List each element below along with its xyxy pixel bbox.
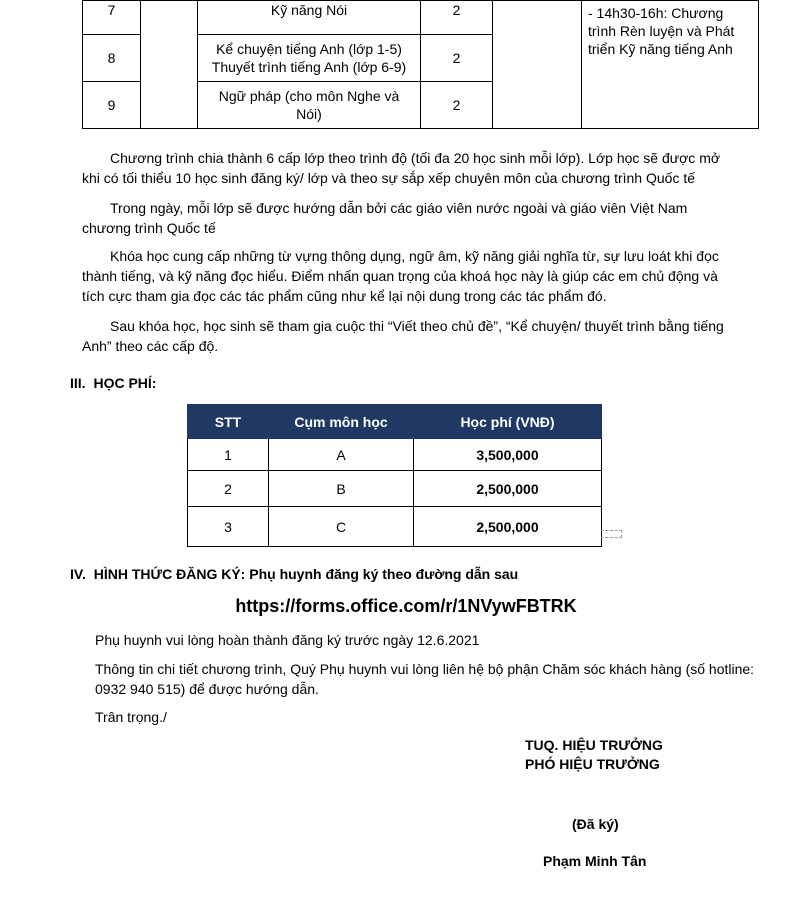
section-title: HỌC PHÍ: xyxy=(93,375,157,391)
table-row xyxy=(83,1,759,35)
subject-line: Thuyết trình tiếng Anh (lớp 6-9) xyxy=(211,59,407,75)
subject-cell: Kỹ năng Nói xyxy=(198,1,421,35)
note-line: trình Rèn luyện và Phát xyxy=(588,23,735,39)
table-end-marker xyxy=(601,530,622,538)
subject-line: Kể chuyện tiếng Anh (lớp 1-5) xyxy=(216,41,402,57)
deadline-text: Phụ huynh vui lòng hoàn thành đăng ký trước ngày 12.6.2021 xyxy=(95,632,480,648)
paragraph-content: Khóa học cung cấp những từ vựng thông dụng, ngữ âm, kỹ năng giải nghĩa từ, sự lưu loát khi đọc thành tiếng, và kỹ năng đọc hiểu. Điểm nhấn quan trọng của khoá học này là giúp các em chủ động và tích cực tham gia đọc các tác phẩm cũng như kể lại nội dung trong các tác phẩm đó. xyxy=(82,248,719,304)
row-number: 7 xyxy=(83,1,141,35)
row-number: 9 xyxy=(83,82,141,129)
schedule-table xyxy=(82,0,759,129)
section-number: IV. xyxy=(70,566,86,582)
header-subject-group: Cụm môn học xyxy=(269,405,414,439)
header-stt: STT xyxy=(188,405,269,439)
paragraph-levels: Chương trình chia thành 6 cấp lớp theo trình độ (tối đa 20 học sinh mỗi lớp). Lớp học sẽ được mở khi có tối thiểu 10 học sinh đăng ký/ lớp và theo sự sắp xếp chuyên môn của chương trình Quốc tế xyxy=(82,150,721,186)
sessions-cell: 2 xyxy=(421,35,493,82)
section-4-heading xyxy=(70,566,518,582)
fee-header-row xyxy=(188,405,602,439)
subject-line: Nói) xyxy=(296,106,322,122)
contact-text: Thông tin chi tiết chương trình, Quý Phụ huynh vui lòng liên hệ bộ phận Chăm sóc khách hàng (số hotline: 0932 940 515) để được hướng dẫn. xyxy=(95,661,755,697)
fee-table xyxy=(187,404,602,547)
merged-cell xyxy=(141,1,198,129)
price-cell: 3,500,000 xyxy=(414,439,602,471)
group-cell: B xyxy=(269,471,414,507)
table-row xyxy=(188,471,602,507)
row-number: 8 xyxy=(83,35,141,82)
header-fee: Học phí (VNĐ) xyxy=(414,405,602,439)
signature-title-1: TUQ. HIỆU TRƯỞNG xyxy=(525,737,663,753)
section-3-heading xyxy=(70,375,156,391)
table-row xyxy=(188,507,602,547)
group-cell: A xyxy=(269,439,414,471)
stt-cell: 1 xyxy=(188,439,269,471)
sessions-cell: 2 xyxy=(421,82,493,129)
stt-cell: 3 xyxy=(188,507,269,547)
table-row xyxy=(188,439,602,471)
registration-link[interactable]: https://forms.office.com/r/1NVywFBTRK xyxy=(235,596,577,616)
paragraph-contest: Sau khóa học, học sinh sẽ tham gia cuộc thi “Viết theo chủ đề”, “Kể chuyện/ thuyết trình bằng tiếng Anh” theo các cấp độ. xyxy=(82,318,724,354)
price-cell: 2,500,000 xyxy=(414,471,602,507)
signed-note: (Đã ký) xyxy=(572,816,619,832)
section-number: III. xyxy=(70,375,86,391)
price-cell: 2,500,000 xyxy=(414,507,602,547)
section-title: HÌNH THỨC ĐĂNG KÝ: Phụ huynh đăng ký theo đường dẫn sau xyxy=(93,566,519,582)
stt-cell: 2 xyxy=(188,471,269,507)
sessions-cell: 2 xyxy=(421,1,493,35)
group-cell: C xyxy=(269,507,414,547)
subject-cell xyxy=(198,82,421,129)
paragraph-teachers: Trong ngày, mỗi lớp sẽ được hướng dẫn bởi các giáo viên nước ngoài và giáo viên Việt Nam chương trình Quốc tế xyxy=(82,200,688,236)
schedule-note xyxy=(582,1,759,129)
signer-name: Phạm Minh Tân xyxy=(543,853,647,869)
subject-line: Ngữ pháp (cho môn Nghe và xyxy=(218,88,400,104)
merged-cell xyxy=(493,1,582,129)
subject-cell xyxy=(198,35,421,82)
note-line: triển Kỹ năng tiếng Anh xyxy=(588,41,733,57)
note-line: - 14h30-16h: Chương xyxy=(588,5,724,21)
closing-text: Trân trọng./ xyxy=(95,709,167,725)
signature-title-2: PHÓ HIỆU TRƯỞNG xyxy=(525,756,660,772)
